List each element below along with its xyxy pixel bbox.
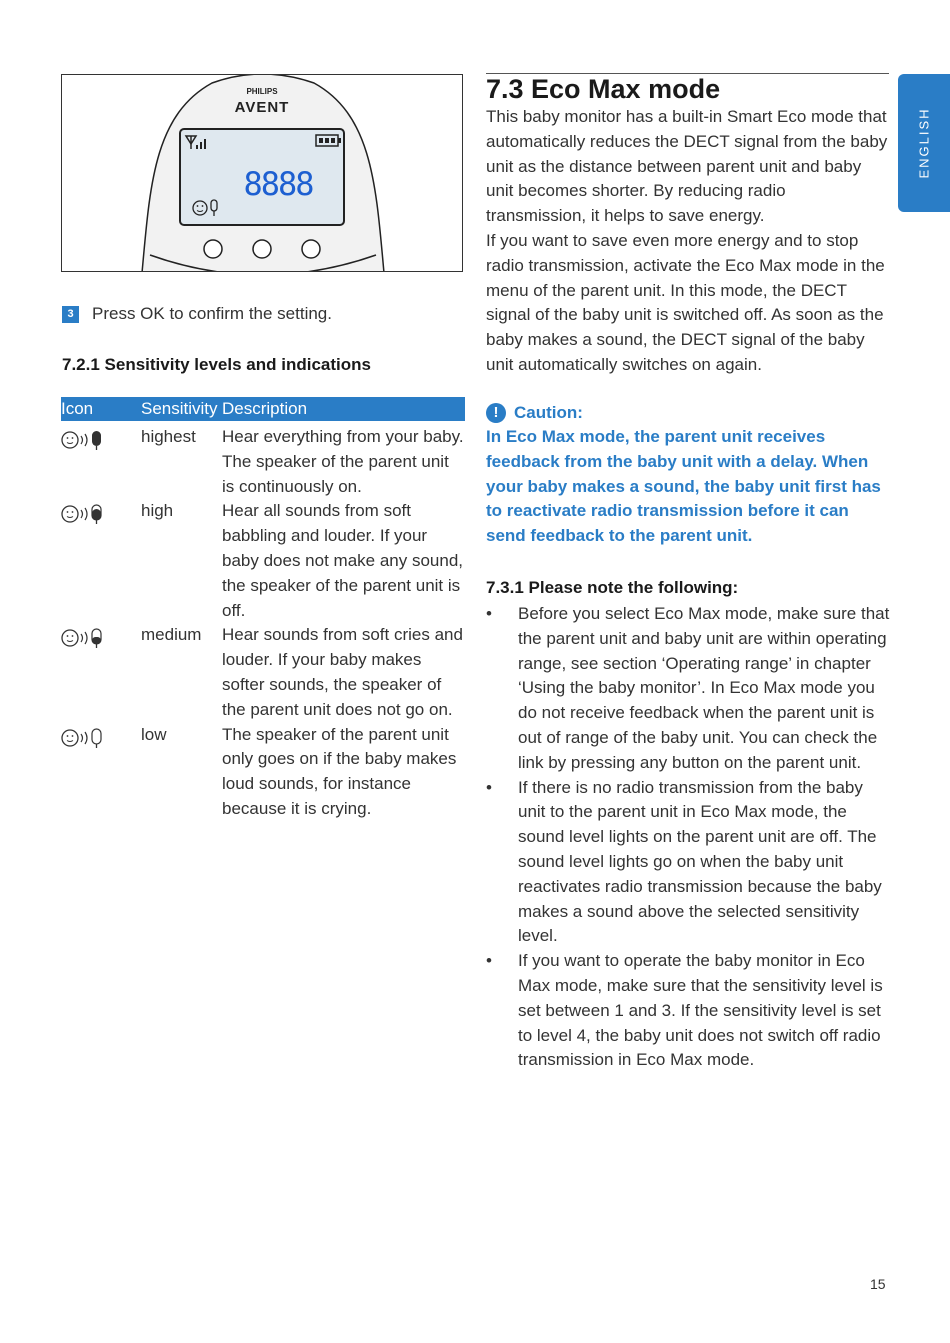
description-cell: Hear everything from your baby. The speaker of the parent unit is continuously on. — [222, 427, 464, 496]
header-icon: Icon — [61, 399, 94, 418]
display-digits: 8888 — [243, 165, 313, 203]
level-cell: highest — [141, 427, 196, 446]
intro-paragraph-2: If you want to save even more energy and to stop radio transmission, activate the Eco Max mode in the menu of the parent unit. In this mode, the DECT signal of the baby unit is switched off. As soon as the baby makes a sound, the DECT signal of the baby unit automatically switches on again. — [486, 230, 885, 374]
sensitivity-heading: 7.2.1 Sensitivity levels and indications — [62, 355, 371, 374]
caution-label: Caution: — [514, 403, 583, 422]
section-title: 7.3 Eco Max mode — [486, 74, 721, 104]
list-item: • Before you select Eco Max mode, make sure that the parent unit and baby unit are within operating range, see section ‘Operating range’ in chapter ‘Using the baby monitor’. In Eco Max mode you do not receive feedback when the parent unit is out of range of the baby unit. You can check the link by pressing any button on the parent unit. — [486, 602, 890, 776]
level-cell: high — [141, 501, 174, 521]
brand-philips: PHILIPS — [246, 87, 278, 96]
sensitivity-table — [61, 397, 465, 822]
table-header — [61, 397, 465, 421]
description-cell: The speaker of the parent unit only goes on if the baby makes loud sounds, for instance because it is crying. — [222, 724, 457, 818]
list-item: • If you want to operate the baby monitor in Eco Max mode, make sure that the sensitivity level is set between 1 and 3. If the sensitivity level is set to level 4, the baby unit does not switch off radio transmission in Eco Max mode. — [486, 949, 890, 1073]
caution-text: In Eco Max mode, the parent unit receives feedback from the baby unit with a delay. When your baby makes a sound, the baby unit first has to reactivate radio transmission before it can send feedback to the parent unit. — [486, 427, 881, 546]
sensitivity-medium-icon — [61, 627, 107, 649]
sensitivity-highest-icon — [61, 429, 107, 451]
page-number: 15 — [870, 1276, 886, 1292]
caution-heading — [486, 403, 890, 423]
subsection-title: 7.3.1 Please note the following: — [486, 578, 739, 597]
intro-paragraph-1: This baby monitor has a built-in Smart Eco mode that automatically reduces the DECT signal from the baby unit as the distance between parent unit and baby unit becomes shorter. By reducing radio transmission, it helps to save energy. — [486, 107, 888, 226]
step-text: Press OK to confirm the setting. — [92, 304, 332, 323]
device-illustration — [61, 74, 463, 272]
left-button-icon — [204, 240, 222, 258]
description-cell: Hear all sounds from soft babbling and louder. If your baby does not make any sound, the speaker of the parent unit is off. — [222, 501, 463, 620]
ok-button-icon — [253, 240, 271, 258]
sensitivity-high-icon — [61, 503, 107, 525]
exclamation-icon: ! — [486, 403, 506, 423]
header-sensitivity: Sensitivity — [141, 399, 218, 418]
list-item: • If there is no radio transmission from the baby unit to the parent unit in Eco Max mode, the sound level lights on the parent unit are off. The sound level lights go on when the baby unit reactivates radio transmission because the baby makes a sound above the selected sensitivity level. — [486, 776, 890, 950]
intro-text — [486, 105, 890, 378]
table-row — [61, 623, 465, 722]
note-list — [486, 602, 890, 1073]
table-row — [61, 723, 465, 822]
step-number-badge: 3 — [62, 306, 79, 323]
language-label: ENGLISH — [916, 107, 932, 179]
level-cell: medium — [141, 625, 202, 645]
sensitivity-low-icon — [61, 727, 107, 749]
parent-unit-illustration — [62, 75, 463, 272]
step-3 — [62, 304, 332, 324]
language-tab — [898, 74, 950, 212]
table-row — [61, 425, 465, 499]
caution-block — [486, 403, 890, 549]
brand-avent: AVENT — [234, 99, 290, 116]
level-cell: low — [141, 724, 167, 744]
header-description: Description — [222, 399, 308, 418]
description-cell: Hear sounds from soft cries and louder. If your baby makes softer sounds, the speaker of the parent unit does not go on. — [222, 625, 463, 719]
table-row — [61, 499, 465, 623]
right-button-icon — [302, 240, 320, 258]
